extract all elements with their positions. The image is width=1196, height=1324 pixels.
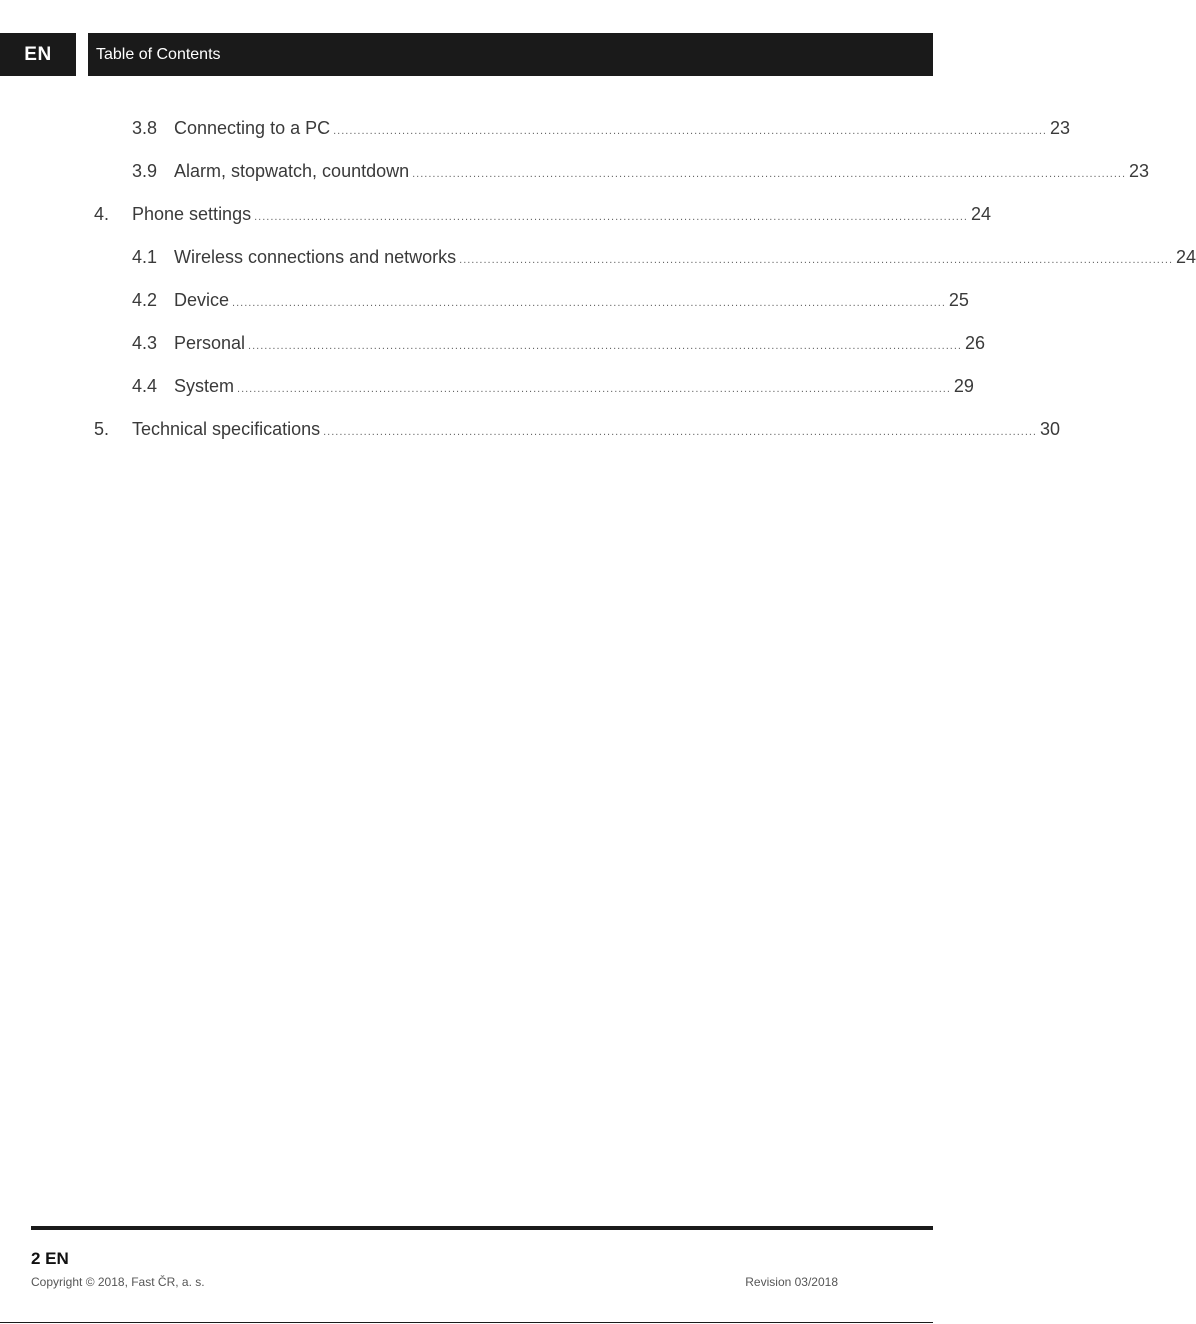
toc-entry-number: 4.2: [132, 290, 158, 310]
toc-entry-number: 4.4: [132, 376, 158, 396]
toc-entry-page: 26: [964, 333, 985, 353]
page-title: Table of Contents: [96, 45, 221, 63]
toc-entry-page: 23: [1129, 161, 1150, 181]
toc-entry-label: System: [174, 376, 235, 396]
toc-entry-number: 5.: [94, 419, 110, 439]
language-tab: EN: [0, 33, 76, 76]
toc-entry-label: Alarm, stopwatch, countdown: [174, 161, 410, 181]
toc-entry[interactable]: [132, 118, 1071, 154]
bottom-divider: [0, 1322, 933, 1323]
toc-entry-number: 3.9: [132, 161, 158, 181]
toc-entry[interactable]: [132, 247, 1196, 283]
toc-entry-page: 24: [1176, 247, 1196, 267]
toc-entry-number: 3.8: [132, 118, 158, 138]
revision-label: Revision 03/2018: [745, 1275, 838, 1289]
copyright-notice: Copyright © 2018, Fast ČR, a. s.: [31, 1275, 205, 1289]
footer-divider: [31, 1226, 933, 1230]
toc-entry-label: Wireless connections and networks: [174, 247, 457, 267]
toc-entry-page: 30: [1040, 419, 1061, 439]
page-number: 2 EN: [31, 1249, 69, 1268]
toc-entry[interactable]: [132, 290, 969, 326]
toc-entry-label: Personal: [174, 333, 246, 353]
toc-entry-page: 25: [948, 290, 969, 310]
toc-leader-dots: ................................................................................................................................................................................: [412, 168, 1127, 180]
toc-leader-dots: ................................................................................................................................................................................: [333, 125, 1047, 137]
toc-entry-page: 23: [1049, 118, 1071, 138]
toc-entry[interactable]: [132, 376, 974, 412]
toc-entry[interactable]: [132, 333, 985, 369]
toc-entry-label: Phone settings: [132, 204, 252, 224]
toc-leader-dots: ................................................................................................................................................................................: [232, 297, 946, 309]
toc-leader-dots: ................................................................................................................................................................................: [248, 340, 962, 352]
toc-entry-number: 4.3: [132, 333, 158, 353]
toc-leader-dots: ................................................................................................................................................................................: [459, 254, 1174, 266]
toc-entry-number: 4.: [94, 204, 110, 224]
section-title-bar: [88, 33, 933, 76]
toc-leader-dots: ................................................................................................................................................................................: [237, 383, 951, 395]
toc-leader-dots: ................................................................................................................................................................................: [323, 426, 1037, 438]
toc-entry[interactable]: [94, 204, 992, 240]
toc-entry-page: 24: [970, 204, 992, 224]
toc-entry-label: Technical specifications: [132, 419, 321, 439]
toc-entry-label: Device: [174, 290, 230, 310]
toc-leader-dots: ................................................................................................................................................................................: [254, 211, 968, 223]
toc-entry-label: Connecting to a PC: [174, 118, 331, 138]
toc-entry-page: 29: [953, 376, 974, 396]
toc-entry[interactable]: [132, 161, 1150, 197]
toc-entry-number: 4.1: [132, 247, 158, 267]
toc-entry[interactable]: [94, 419, 1061, 455]
